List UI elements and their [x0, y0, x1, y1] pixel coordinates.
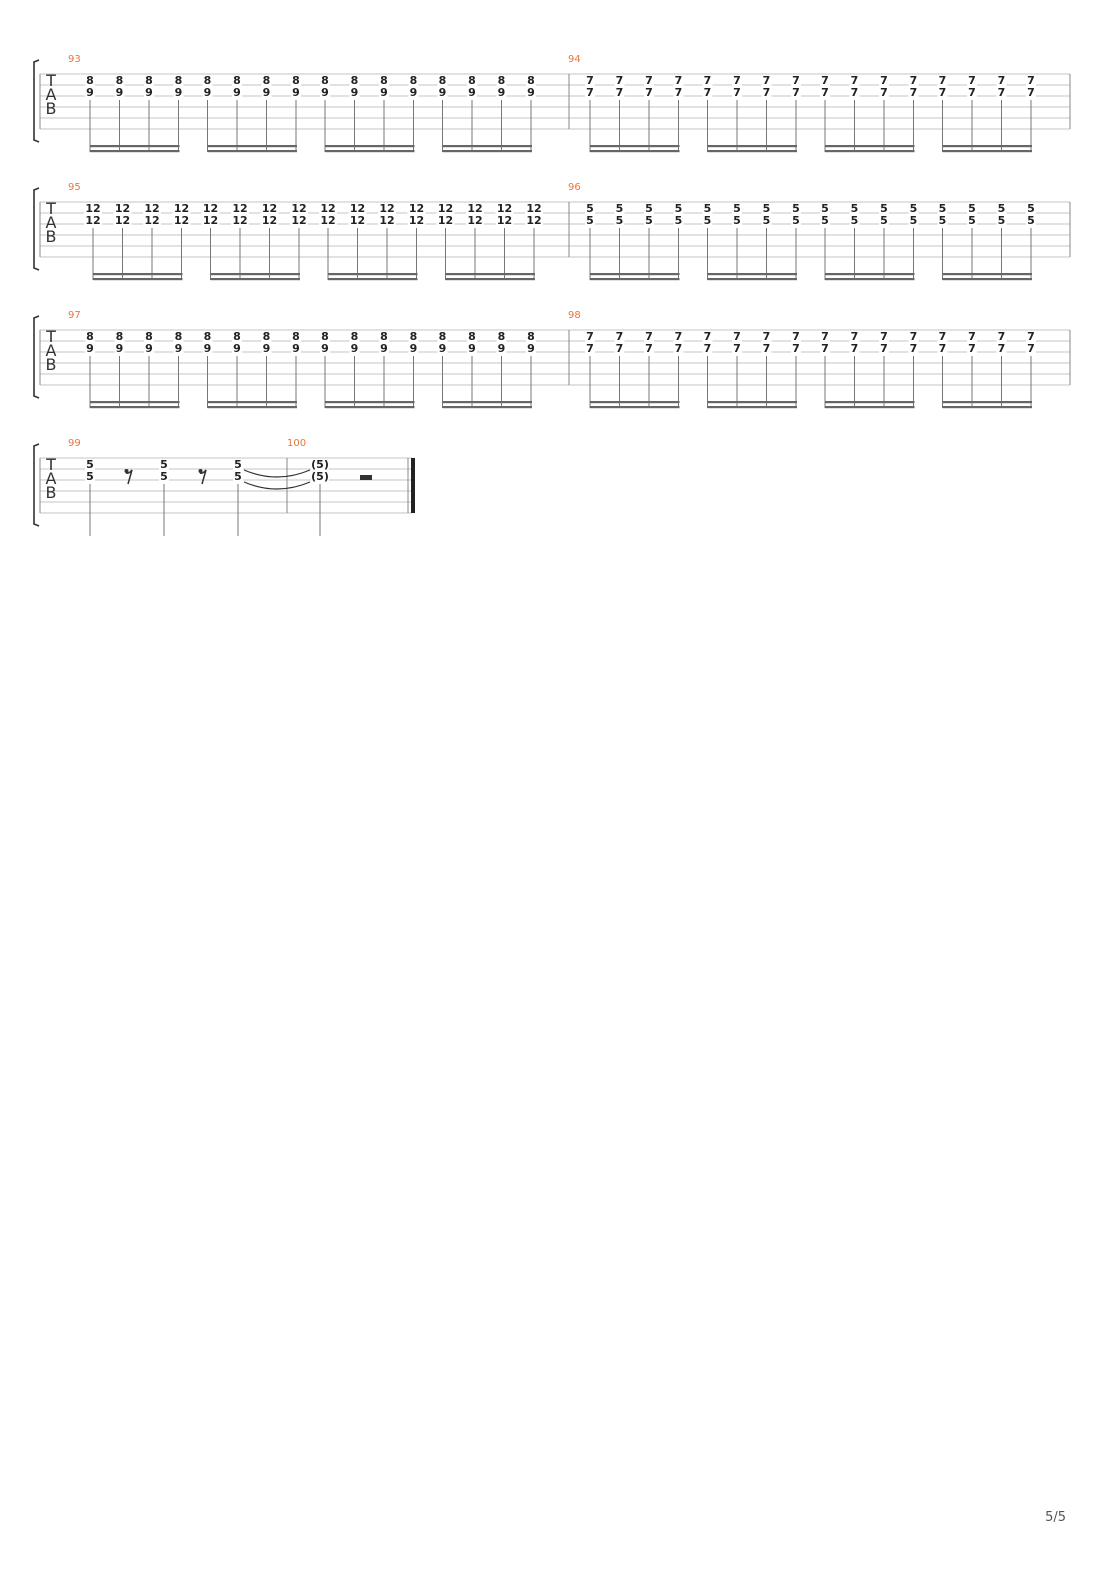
- fret-number: 5: [1027, 202, 1035, 215]
- fret-number: 7: [586, 330, 594, 343]
- beam: [943, 278, 1033, 280]
- half-rest-icon: [360, 475, 372, 480]
- fret-number: 7: [586, 74, 594, 87]
- fret-number: 7: [997, 342, 1006, 355]
- fret-number: 5: [821, 214, 829, 227]
- fret-number: 12: [232, 202, 248, 215]
- beam: [446, 278, 536, 280]
- fret-number: 12: [173, 214, 190, 227]
- fret-number: (5): [311, 458, 329, 471]
- beam: [208, 401, 298, 403]
- fret-number: 12: [496, 214, 513, 227]
- fret-number: 12: [467, 214, 483, 227]
- tab-clef-letter: A: [45, 213, 57, 232]
- fret-number: 5: [674, 202, 683, 215]
- fret-number: 8: [86, 74, 94, 87]
- fret-number: 8: [409, 330, 418, 343]
- fret-number: 5: [968, 214, 976, 227]
- fret-number: 9: [350, 86, 359, 99]
- fret-number: 8: [115, 74, 124, 87]
- beam: [825, 150, 915, 152]
- beam: [943, 406, 1033, 408]
- beam: [211, 278, 301, 280]
- fret-number: 5: [997, 202, 1006, 215]
- fret-number: 7: [880, 86, 888, 99]
- fret-number: 7: [968, 86, 976, 99]
- fret-number: 7: [997, 330, 1006, 343]
- fret-number: 8: [203, 74, 212, 87]
- fret-number: 8: [86, 330, 94, 343]
- fret-number: 8: [438, 74, 447, 87]
- fret-number: 12: [114, 214, 131, 227]
- fret-number: 5: [938, 202, 947, 215]
- tab-clef-letter: A: [45, 341, 57, 360]
- fret-number: 7: [792, 86, 800, 99]
- fret-number: 7: [1027, 74, 1035, 87]
- fret-number: 7: [792, 342, 800, 355]
- fret-number: 8: [409, 74, 418, 87]
- fret-number: 7: [586, 342, 594, 355]
- beam: [443, 406, 533, 408]
- fret-number: 9: [497, 342, 506, 355]
- fret-number: 7: [762, 330, 771, 343]
- fret-number: 5: [733, 202, 741, 215]
- fret-number: 8: [527, 330, 535, 343]
- system-bracket: [34, 60, 39, 142]
- fret-number: 7: [880, 342, 888, 355]
- fret-number: 9: [409, 86, 418, 99]
- measure-number: 99: [68, 438, 81, 449]
- fret-number: 5: [234, 470, 242, 483]
- fret-number: 12: [349, 202, 366, 215]
- tab-clef-letter: A: [45, 469, 57, 488]
- tab-system: [34, 438, 415, 536]
- fret-number: 7: [1027, 86, 1035, 99]
- fret-number: 7: [821, 330, 829, 343]
- fret-number: 7: [733, 74, 741, 87]
- fret-number: 12: [408, 214, 425, 227]
- fret-number: 5: [792, 202, 800, 215]
- fret-number: 8: [292, 330, 300, 343]
- fret-number: 12: [85, 214, 101, 227]
- fret-number: 9: [527, 86, 535, 99]
- beam: [211, 273, 301, 275]
- beam: [825, 273, 915, 275]
- fret-number: 8: [468, 74, 476, 87]
- fret-number: 7: [615, 342, 624, 355]
- fret-number: 9: [292, 86, 300, 99]
- beam: [90, 401, 180, 403]
- beam: [328, 273, 418, 275]
- fret-number: 5: [880, 214, 888, 227]
- fret-number: 7: [645, 74, 653, 87]
- fret-number: 8: [233, 74, 241, 87]
- fret-number: 5: [1027, 214, 1035, 227]
- beam: [93, 278, 183, 280]
- fret-number: 5: [762, 214, 771, 227]
- fret-number: 7: [703, 342, 712, 355]
- fret-number: 7: [909, 86, 918, 99]
- fret-number: 12: [408, 202, 425, 215]
- fret-number: 7: [645, 330, 653, 343]
- measure-number: 98: [568, 310, 581, 321]
- fret-number: 12: [261, 214, 278, 227]
- fret-number: 9: [321, 342, 329, 355]
- beam: [443, 150, 533, 152]
- fret-number: 5: [850, 214, 859, 227]
- fret-number: 12: [320, 214, 336, 227]
- beam: [708, 150, 798, 152]
- fret-number: 7: [615, 330, 624, 343]
- beam: [93, 273, 183, 275]
- fret-number: 12: [291, 214, 307, 227]
- fret-number: 5: [703, 214, 712, 227]
- fret-number: 12: [379, 214, 395, 227]
- fret-number: 7: [674, 86, 683, 99]
- fret-number: 9: [468, 342, 476, 355]
- fret-number: 8: [497, 74, 506, 87]
- tab-clef-letter: T: [46, 199, 56, 218]
- system-bracket: [34, 188, 39, 270]
- tab-system: [34, 310, 1070, 408]
- fret-number: 5: [586, 202, 594, 215]
- fret-number: 7: [645, 86, 653, 99]
- fret-number: 7: [850, 74, 859, 87]
- measure-number: 96: [568, 182, 581, 193]
- fret-number: 8: [203, 330, 212, 343]
- fret-number: 9: [380, 342, 388, 355]
- fret-number: 12: [202, 214, 219, 227]
- fret-number: 5: [909, 214, 918, 227]
- fret-number: 12: [291, 202, 307, 215]
- fret-number: 12: [437, 202, 454, 215]
- fret-number: 9: [174, 86, 183, 99]
- fret-number: 5: [880, 202, 888, 215]
- fret-number: 8: [174, 330, 183, 343]
- beam: [708, 406, 798, 408]
- fret-number: 7: [674, 330, 683, 343]
- fret-number: 5: [674, 214, 683, 227]
- measure-number: 93: [68, 54, 81, 65]
- fret-number: 7: [850, 330, 859, 343]
- fret-number: 12: [526, 214, 542, 227]
- fret-number: 7: [909, 330, 918, 343]
- beam: [590, 278, 680, 280]
- fret-number: 5: [762, 202, 771, 215]
- fret-number: 9: [145, 86, 153, 99]
- fret-number: 5: [909, 202, 918, 215]
- beam: [943, 273, 1033, 275]
- fret-number: 7: [703, 330, 712, 343]
- fret-number: 12: [526, 202, 542, 215]
- fret-number: 5: [615, 214, 624, 227]
- fret-number: 7: [733, 86, 741, 99]
- fret-number: 9: [321, 86, 329, 99]
- fret-number: 12: [467, 202, 483, 215]
- tab-clef-letter: T: [46, 455, 56, 474]
- fret-number: 12: [114, 202, 131, 215]
- fret-number: 9: [409, 342, 418, 355]
- fret-number: 9: [468, 86, 476, 99]
- fret-number: 8: [321, 330, 329, 343]
- fret-number: 7: [703, 86, 712, 99]
- fret-number: 7: [703, 74, 712, 87]
- fret-number: 5: [586, 214, 594, 227]
- fret-number: 7: [586, 86, 594, 99]
- beam: [590, 273, 680, 275]
- fret-number: 8: [233, 330, 241, 343]
- fret-number: 8: [174, 74, 183, 87]
- fret-number: 12: [437, 214, 454, 227]
- beam: [90, 150, 180, 152]
- fret-number: 7: [1027, 330, 1035, 343]
- fret-number: 8: [380, 74, 388, 87]
- fret-number: 7: [645, 342, 653, 355]
- measure-number: 95: [68, 182, 81, 193]
- fret-number: 5: [792, 214, 800, 227]
- fret-number: 7: [968, 330, 976, 343]
- beam: [825, 278, 915, 280]
- beam: [90, 406, 180, 408]
- fret-number: 9: [438, 342, 447, 355]
- fret-number: 9: [380, 86, 388, 99]
- fret-number: 8: [262, 330, 271, 343]
- tie-arc: [244, 470, 310, 477]
- beam: [708, 278, 798, 280]
- fret-number: 9: [527, 342, 535, 355]
- beam: [325, 406, 415, 408]
- tab-clef-letter: T: [46, 71, 56, 90]
- beam: [708, 145, 798, 147]
- fret-number: 8: [292, 74, 300, 87]
- beam: [590, 406, 680, 408]
- beam: [708, 401, 798, 403]
- fret-number: 9: [262, 86, 271, 99]
- beam: [446, 273, 536, 275]
- fret-number: 7: [733, 330, 741, 343]
- fret-number: 9: [292, 342, 300, 355]
- barline-final-thick: [411, 458, 415, 513]
- fret-number: 5: [86, 470, 94, 483]
- fret-number: 9: [203, 86, 212, 99]
- fret-number: 9: [145, 342, 153, 355]
- fret-number: 5: [645, 214, 653, 227]
- fret-number: (5): [311, 470, 329, 483]
- tie-arc: [244, 482, 310, 489]
- fret-number: 9: [233, 342, 241, 355]
- fret-number: 5: [703, 202, 712, 215]
- fret-number: 12: [232, 214, 248, 227]
- beam: [208, 150, 298, 152]
- fret-number: 9: [350, 342, 359, 355]
- fret-number: 7: [997, 86, 1006, 99]
- fret-number: 7: [615, 86, 624, 99]
- measure-number: 100: [287, 438, 307, 449]
- fret-number: 5: [86, 458, 94, 471]
- fret-number: 7: [968, 342, 976, 355]
- fret-number: 5: [615, 202, 624, 215]
- beam: [825, 401, 915, 403]
- beam: [825, 145, 915, 147]
- fret-number: 7: [821, 86, 829, 99]
- fret-number: 5: [733, 214, 741, 227]
- fret-number: 9: [203, 342, 212, 355]
- fret-number: 7: [880, 330, 888, 343]
- fret-number: 8: [115, 330, 124, 343]
- fret-number: 7: [792, 74, 800, 87]
- page-number: 5/5: [1045, 1510, 1066, 1525]
- beam: [328, 278, 418, 280]
- fret-number: 12: [496, 202, 513, 215]
- beam: [590, 145, 680, 147]
- fret-number: 12: [261, 202, 278, 215]
- beam: [825, 406, 915, 408]
- fret-number: 7: [1027, 342, 1035, 355]
- system-bracket: [34, 316, 39, 398]
- fret-number: 12: [320, 202, 336, 215]
- tab-clef-letter: B: [45, 227, 57, 246]
- fret-number: 7: [909, 342, 918, 355]
- fret-number: 8: [380, 330, 388, 343]
- beam: [325, 145, 415, 147]
- fret-number: 9: [115, 342, 124, 355]
- fret-number: 12: [144, 214, 160, 227]
- tab-clef-letter: B: [45, 483, 57, 502]
- beam: [325, 150, 415, 152]
- beam: [443, 145, 533, 147]
- fret-number: 5: [234, 458, 242, 471]
- fret-number: 5: [938, 214, 947, 227]
- tab-system: [34, 182, 1070, 280]
- fret-number: 8: [497, 330, 506, 343]
- beam: [943, 401, 1033, 403]
- fret-number: 8: [321, 74, 329, 87]
- tab-system: [34, 54, 1070, 152]
- fret-number: 8: [350, 74, 359, 87]
- fret-number: 12: [379, 202, 395, 215]
- beam: [943, 150, 1033, 152]
- beam: [943, 145, 1033, 147]
- fret-number: 7: [762, 74, 771, 87]
- beam: [90, 145, 180, 147]
- beam: [590, 150, 680, 152]
- tab-clef-letter: B: [45, 355, 57, 374]
- system-bracket: [34, 444, 39, 526]
- fret-number: 7: [938, 330, 947, 343]
- tab-clef-letter: T: [46, 327, 56, 346]
- fret-number: 9: [174, 342, 183, 355]
- fret-number: 7: [909, 74, 918, 87]
- beam: [590, 401, 680, 403]
- fret-number: 12: [349, 214, 366, 227]
- fret-number: 9: [233, 86, 241, 99]
- fret-number: 7: [938, 74, 947, 87]
- beam: [325, 401, 415, 403]
- fret-number: 7: [792, 330, 800, 343]
- fret-number: 12: [144, 202, 160, 215]
- fret-number: 9: [438, 86, 447, 99]
- fret-number: 8: [438, 330, 447, 343]
- fret-number: 5: [997, 214, 1006, 227]
- fret-number: 12: [85, 202, 101, 215]
- fret-number: 8: [145, 74, 153, 87]
- fret-number: 7: [821, 342, 829, 355]
- fret-number: 7: [968, 74, 976, 87]
- fret-number: 9: [262, 342, 271, 355]
- fret-number: 5: [968, 202, 976, 215]
- fret-number: 8: [527, 74, 535, 87]
- fret-number: 9: [86, 86, 94, 99]
- measure-number: 97: [68, 310, 81, 321]
- beam: [443, 401, 533, 403]
- tab-clef-letter: B: [45, 99, 57, 118]
- fret-number: 7: [674, 74, 683, 87]
- fret-number: 12: [202, 202, 219, 215]
- fret-number: 9: [497, 86, 506, 99]
- fret-number: 9: [86, 342, 94, 355]
- fret-number: 7: [615, 74, 624, 87]
- fret-number: 7: [821, 74, 829, 87]
- beam: [708, 273, 798, 275]
- fret-number: 5: [821, 202, 829, 215]
- fret-number: 7: [850, 342, 859, 355]
- fret-number: 7: [880, 74, 888, 87]
- fret-number: 7: [762, 86, 771, 99]
- fret-number: 7: [733, 342, 741, 355]
- fret-number: 5: [850, 202, 859, 215]
- fret-number: 7: [938, 86, 947, 99]
- beam: [208, 145, 298, 147]
- fret-number: 8: [350, 330, 359, 343]
- fret-number: 8: [468, 330, 476, 343]
- beam: [208, 406, 298, 408]
- fret-number: 7: [674, 342, 683, 355]
- fret-number: 5: [160, 470, 168, 483]
- fret-number: 7: [762, 342, 771, 355]
- fret-number: 5: [645, 202, 653, 215]
- fret-number: 7: [938, 342, 947, 355]
- fret-number: 12: [173, 202, 190, 215]
- fret-number: 7: [997, 74, 1006, 87]
- fret-number: 7: [850, 86, 859, 99]
- fret-number: 8: [145, 330, 153, 343]
- tab-clef-letter: A: [45, 85, 57, 104]
- fret-number: 9: [115, 86, 124, 99]
- fret-number: 8: [262, 74, 271, 87]
- measure-number: 94: [568, 54, 581, 65]
- fret-number: 5: [160, 458, 168, 471]
